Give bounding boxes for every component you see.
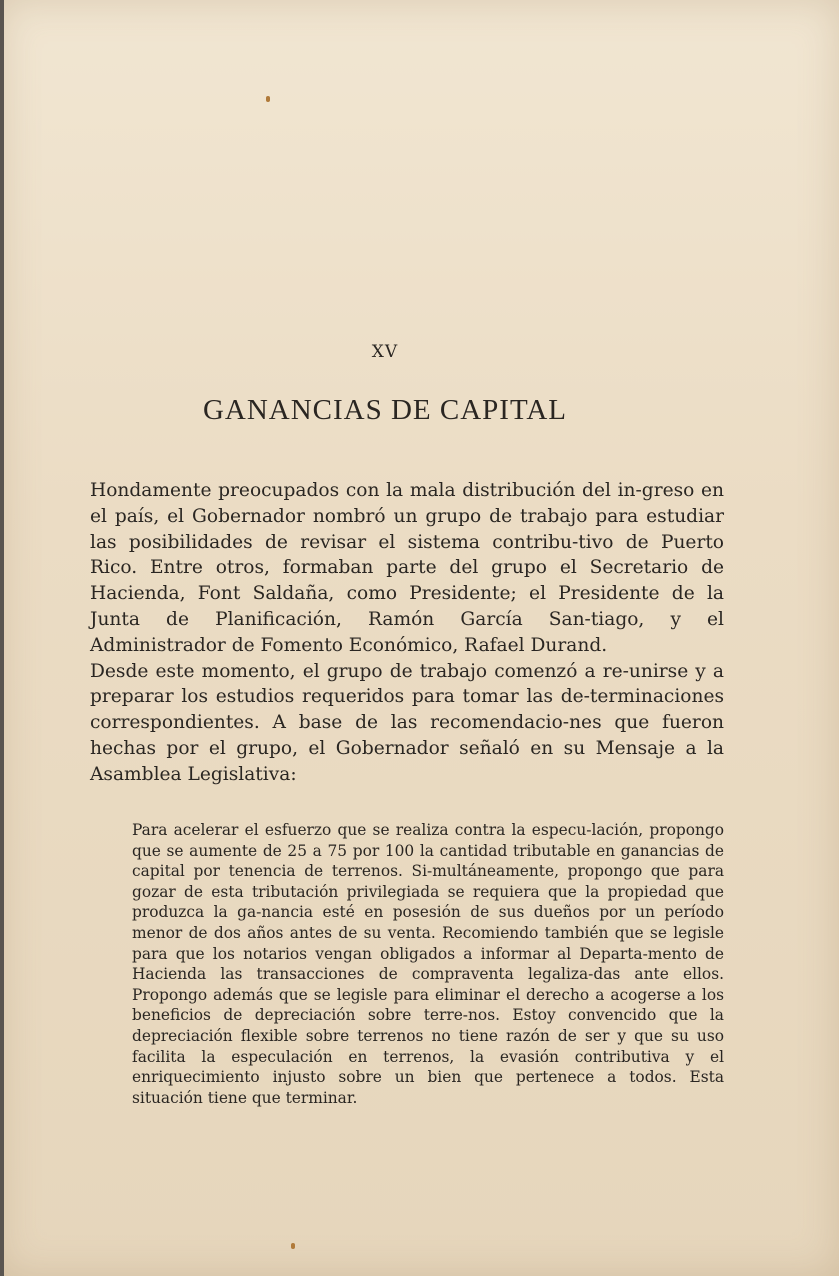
- block-quote: [132, 820, 724, 1108]
- body-text: [90, 478, 724, 788]
- chapter-title: GANANCIAS DE CAPITAL: [202, 394, 568, 426]
- quote-text: Para acelerar el esfuerzo que se realiza contra la especu-lación, propongo que se aumente de 25 a 75 por 100 la cantidad tributable en ganancias de capital por tenencia de terrenos. Si-multáneamente, propongo que para gozar de esta tributación privilegiada se requiera que la propiedad que produzca la ga-nancia esté en posesión de sus dueños por un período menor de dos años antes de su venta. Recomiendo también que se legisle para que los notarios vengan obligados a informar al Departa-mento de Hacienda las transacciones de compraventa legaliza-das ante ellos. Propongo además que se legisle para eliminar el derecho a acogerse a los beneficios de depreciación sobre terre-nos. Estoy convencido que la depreciación flexible sobre terrenos no tiene razón de ser y que su uso facilita la especulación en terrenos, la evasión contributiva y el enriquecimiento injusto sobre un bien que pertenece a todos. Esta situación tiene que terminar.: [132, 821, 724, 1107]
- page-edge: [0, 0, 4, 1276]
- paragraph-1: Hondamente preocupados con la mala distribución del in-greso en el país, el Gobernador nombró un grupo de trabajo para estudiar las posibilidades de revisar el sistema contribu-tivo de Puerto Rico. Entre otros, formaban parte del grupo el Secretario de Hacienda, Font Saldaña, como Presidente; el Presidente de la Junta de Planificación, Ramón García San-tiago, y el Administrador de Fomento Económico, Rafael Durand.: [90, 480, 724, 656]
- chapter-number: XV: [371, 342, 399, 362]
- paper-speck: [266, 96, 270, 102]
- paragraph-2: Desde este momento, el grupo de trabajo comenzó a re-unirse y a preparar los estudios requeridos para tomar las de-terminaciones correspondientes. A base de las recomendacio-nes que fueron hechas por el grupo, el Gobernador señaló en su Mensaje a la Asamblea Legislativa:: [90, 660, 724, 785]
- paper-speck: [291, 1243, 295, 1249]
